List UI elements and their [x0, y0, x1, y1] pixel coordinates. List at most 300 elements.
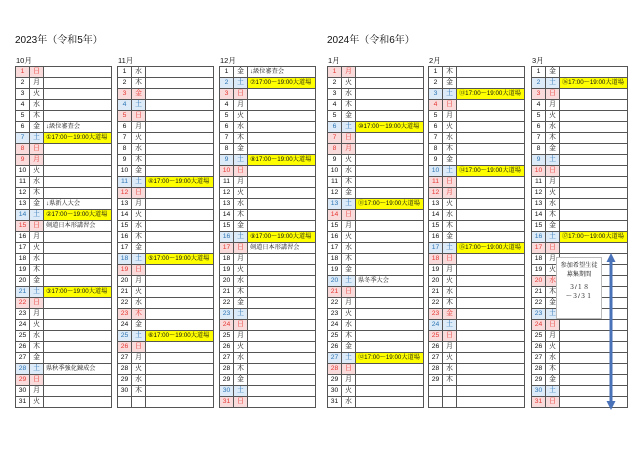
day-row [16, 133, 112, 144]
day-number: 25 [532, 331, 546, 342]
weekday: 水 [342, 243, 356, 254]
event-cell: ⑥17:00～19:00大道場 [146, 331, 214, 342]
day-row [118, 100, 214, 111]
day-row [118, 133, 214, 144]
weekday: 水 [234, 199, 248, 210]
event-cell [146, 166, 214, 177]
day-number: 27 [532, 353, 546, 364]
event-cell [146, 100, 214, 111]
day-number: 3 [118, 89, 132, 100]
day-number: 30 [220, 386, 234, 397]
day-row [220, 342, 316, 353]
day-number: 24 [16, 320, 30, 331]
event-cell [457, 265, 525, 276]
day-row [220, 221, 316, 232]
weekday: 月 [546, 331, 560, 342]
day-number: 14 [16, 210, 30, 221]
day-number: 22 [328, 298, 342, 309]
day-row [532, 221, 628, 232]
weekday: 木 [30, 342, 44, 353]
day-row [118, 177, 214, 188]
day-number: 20 [532, 276, 546, 287]
day-row [328, 210, 424, 221]
event-cell [248, 353, 316, 364]
weekday: 金 [132, 166, 146, 177]
weekday: 月 [30, 155, 44, 166]
event-cell [356, 133, 424, 144]
weekday: 金 [443, 155, 457, 166]
day-number: 21 [532, 287, 546, 298]
weekday: 月 [443, 265, 457, 276]
weekday: 日 [342, 364, 356, 375]
day-number: 11 [328, 177, 342, 188]
event-cell [457, 353, 525, 364]
weekday: 土 [546, 78, 560, 89]
weekday: 金 [342, 265, 356, 276]
weekday: 土 [234, 155, 248, 166]
weekday: 月 [546, 100, 560, 111]
event-cell [248, 287, 316, 298]
day-number: 4 [16, 100, 30, 111]
day-number: 17 [328, 243, 342, 254]
event-cell [560, 210, 628, 221]
day-row [328, 122, 424, 133]
day-number: 27 [118, 353, 132, 364]
event-cell [44, 353, 112, 364]
day-number: 4 [532, 100, 546, 111]
day-number: 9 [532, 155, 546, 166]
weekday: 水 [30, 254, 44, 265]
day-row [532, 177, 628, 188]
day-number: 3 [532, 89, 546, 100]
weekday: 水 [342, 320, 356, 331]
day-row [220, 254, 316, 265]
day-row [429, 320, 525, 331]
weekday: 木 [342, 177, 356, 188]
weekday: 土 [443, 89, 457, 100]
weekday: 木 [30, 111, 44, 122]
event-cell: ①17:00～19:00大道場 [44, 133, 112, 144]
day-row [16, 287, 112, 298]
weekday: 金 [342, 111, 356, 122]
day-row [328, 331, 424, 342]
event-cell [146, 298, 214, 309]
day-row [429, 243, 525, 254]
day-row [532, 111, 628, 122]
day-row [328, 155, 424, 166]
day-row [328, 67, 424, 78]
weekday: 金 [546, 375, 560, 386]
event-cell: ②17:00～19:00大道場 [44, 210, 112, 221]
event-cell [146, 320, 214, 331]
weekday: 火 [30, 320, 44, 331]
day-row [16, 375, 112, 386]
event-cell [248, 309, 316, 320]
weekday: 水 [443, 364, 457, 375]
day-row [429, 155, 525, 166]
day-number: 25 [429, 331, 443, 342]
day-number: 7 [328, 133, 342, 144]
weekday: 木 [234, 287, 248, 298]
weekday: 日 [342, 287, 356, 298]
day-number: 13 [328, 199, 342, 210]
weekday: 日 [342, 210, 356, 221]
day-number: 3 [429, 89, 443, 100]
day-number: 1 [328, 67, 342, 78]
day-row [118, 67, 214, 78]
day-row [328, 243, 424, 254]
day-number: 11 [118, 177, 132, 188]
event-cell [356, 177, 424, 188]
month-label: 2月 [429, 56, 441, 65]
day-number: 24 [220, 320, 234, 331]
day-row [16, 155, 112, 166]
event-cell [248, 210, 316, 221]
event-cell [356, 100, 424, 111]
day-number: 29 [16, 375, 30, 386]
day-number: 2 [118, 78, 132, 89]
day-row [429, 166, 525, 177]
day-number: 14 [532, 210, 546, 221]
event-cell: ⑰17:00～19:00大道場 [560, 232, 628, 243]
day-number: 6 [220, 122, 234, 133]
weekday: 日 [234, 166, 248, 177]
day-row [328, 287, 424, 298]
day-number: 28 [328, 364, 342, 375]
event-cell: 剣道日本形講習会 [44, 221, 112, 232]
event-cell [560, 221, 628, 232]
event-cell [44, 386, 112, 397]
weekday: 日 [234, 320, 248, 331]
day-number: 8 [118, 144, 132, 155]
day-row [16, 232, 112, 243]
weekday: 土 [546, 386, 560, 397]
day-number: 16 [118, 232, 132, 243]
day-number: 6 [16, 122, 30, 133]
day-number: 22 [16, 298, 30, 309]
day-number: 17 [532, 243, 546, 254]
event-cell [44, 298, 112, 309]
weekday: 火 [342, 155, 356, 166]
day-row [118, 111, 214, 122]
day-number: 23 [16, 309, 30, 320]
day-row [220, 243, 316, 254]
weekday: 金 [30, 122, 44, 133]
day-number: 17 [220, 243, 234, 254]
day-number: 13 [429, 199, 443, 210]
day-row [328, 111, 424, 122]
day-number: 26 [118, 342, 132, 353]
weekday: 金 [443, 309, 457, 320]
day-row [532, 122, 628, 133]
event-cell [44, 144, 112, 155]
day-row [328, 254, 424, 265]
event-cell [457, 144, 525, 155]
weekday: 水 [546, 276, 560, 287]
day-row [16, 177, 112, 188]
day-number: 30 [328, 386, 342, 397]
weekday: 火 [30, 89, 44, 100]
weekday: 土 [132, 100, 146, 111]
weekday: 月 [443, 188, 457, 199]
day-number: 17 [429, 243, 443, 254]
day-number: 25 [328, 331, 342, 342]
day-row [429, 265, 525, 276]
weekday: 木 [234, 210, 248, 221]
day-row [220, 89, 316, 100]
day-row [118, 144, 214, 155]
weekday: 火 [546, 111, 560, 122]
weekday: 木 [546, 364, 560, 375]
day-row [220, 276, 316, 287]
event-cell [44, 265, 112, 276]
weekday: 金 [30, 276, 44, 287]
weekday: 金 [342, 188, 356, 199]
day-number: 16 [429, 232, 443, 243]
day-row [16, 397, 112, 408]
day-number [429, 397, 443, 408]
day-row [429, 397, 525, 408]
day-number: 3 [16, 89, 30, 100]
day-number: 13 [118, 199, 132, 210]
month-table [15, 66, 112, 408]
day-row [118, 364, 214, 375]
day-row [429, 232, 525, 243]
event-cell: ⑭17:00～19:00大道場 [457, 166, 525, 177]
weekday: 火 [234, 111, 248, 122]
event-cell [560, 67, 628, 78]
weekday: 月 [132, 353, 146, 364]
day-number: 30 [532, 386, 546, 397]
day-row [429, 144, 525, 155]
event-cell [44, 111, 112, 122]
day-number: 15 [118, 221, 132, 232]
day-row [220, 78, 316, 89]
weekday: 火 [443, 353, 457, 364]
day-row [429, 78, 525, 89]
day-number: 1 [220, 67, 234, 78]
weekday: 水 [30, 177, 44, 188]
note-line: ～３/３１ [565, 293, 593, 300]
event-cell: ↓県新人大会 [44, 199, 112, 210]
event-cell [44, 309, 112, 320]
day-row [532, 133, 628, 144]
day-row [220, 353, 316, 364]
day-number: 5 [429, 111, 443, 122]
day-row [220, 111, 316, 122]
day-number: 21 [118, 287, 132, 298]
weekday: 水 [443, 210, 457, 221]
event-cell [457, 342, 525, 353]
day-row [328, 364, 424, 375]
weekday: 金 [342, 342, 356, 353]
weekday: 金 [30, 353, 44, 364]
event-cell [146, 265, 214, 276]
day-row [328, 144, 424, 155]
day-number: 31 [532, 397, 546, 408]
weekday: 木 [342, 254, 356, 265]
day-row [220, 177, 316, 188]
day-number: 28 [429, 364, 443, 375]
day-row [220, 287, 316, 298]
month-table [428, 66, 525, 408]
day-number: 11 [16, 177, 30, 188]
weekday: 金 [234, 144, 248, 155]
event-cell: ⑪17:00～19:00大道場 [356, 199, 424, 210]
event-cell [146, 199, 214, 210]
weekday: 土 [443, 243, 457, 254]
weekday: 日 [132, 342, 146, 353]
day-row [429, 386, 525, 397]
weekday: 木 [342, 331, 356, 342]
day-row [429, 177, 525, 188]
day-number: 12 [220, 188, 234, 199]
day-row [118, 232, 214, 243]
day-number: 14 [220, 210, 234, 221]
event-cell [44, 89, 112, 100]
event-cell [146, 133, 214, 144]
weekday: 木 [132, 386, 146, 397]
event-cell [356, 265, 424, 276]
day-number: 18 [328, 254, 342, 265]
event-cell [356, 111, 424, 122]
day-number: 29 [118, 375, 132, 386]
weekday: 火 [132, 364, 146, 375]
day-row [118, 298, 214, 309]
day-number: 9 [220, 155, 234, 166]
recruitment-note [556, 257, 602, 319]
weekday: 土 [132, 331, 146, 342]
event-cell [356, 166, 424, 177]
day-number: 18 [532, 254, 546, 265]
event-cell [356, 397, 424, 408]
day-number: 10 [16, 166, 30, 177]
weekday: 日 [546, 89, 560, 100]
day-row [532, 155, 628, 166]
event-cell [457, 298, 525, 309]
day-number: 19 [532, 265, 546, 276]
event-cell [146, 221, 214, 232]
day-row [328, 166, 424, 177]
event-cell [248, 89, 316, 100]
event-cell: 県冬季大会 [356, 276, 424, 287]
weekday: 金 [546, 221, 560, 232]
month-table [117, 66, 214, 408]
day-row [118, 243, 214, 254]
event-cell [146, 287, 214, 298]
event-cell [248, 199, 316, 210]
weekday: 水 [30, 100, 44, 111]
weekday: 土 [234, 309, 248, 320]
event-cell [560, 155, 628, 166]
day-number: 24 [429, 320, 443, 331]
day-row [220, 67, 316, 78]
day-number [429, 386, 443, 397]
day-row [328, 309, 424, 320]
event-cell [560, 166, 628, 177]
event-cell [44, 166, 112, 177]
month-label: 11月 [118, 56, 134, 65]
event-cell [146, 386, 214, 397]
day-number: 2 [220, 78, 234, 89]
day-number: 9 [328, 155, 342, 166]
day-row [328, 100, 424, 111]
day-number: 20 [429, 276, 443, 287]
event-cell [248, 375, 316, 386]
event-cell [248, 320, 316, 331]
event-cell [44, 397, 112, 408]
day-row [429, 111, 525, 122]
day-row [532, 232, 628, 243]
day-number: 30 [16, 386, 30, 397]
day-row [328, 188, 424, 199]
day-row [328, 221, 424, 232]
event-cell [44, 100, 112, 111]
weekday: 金 [234, 298, 248, 309]
event-cell: ↓級位審査会 [248, 67, 316, 78]
day-row [16, 122, 112, 133]
weekday: 水 [234, 122, 248, 133]
event-cell [44, 67, 112, 78]
weekday: 日 [30, 67, 44, 78]
event-cell [146, 309, 214, 320]
day-row [220, 166, 316, 177]
event-cell [248, 166, 316, 177]
weekday [443, 397, 457, 408]
day-number: 6 [532, 122, 546, 133]
day-number: 22 [532, 298, 546, 309]
weekday: 火 [546, 265, 560, 276]
event-cell: ⑤17:00～19:00大道場 [146, 254, 214, 265]
weekday: 木 [443, 144, 457, 155]
event-cell [457, 188, 525, 199]
day-row [532, 89, 628, 100]
weekday: 土 [443, 320, 457, 331]
weekday: 月 [443, 111, 457, 122]
year-title-2023: 2023年（令和5年） [15, 35, 103, 46]
weekday: 木 [30, 265, 44, 276]
day-row [16, 221, 112, 232]
event-cell [560, 144, 628, 155]
day-number: 17 [16, 243, 30, 254]
event-cell [44, 254, 112, 265]
day-row [429, 375, 525, 386]
day-number: 28 [532, 364, 546, 375]
day-row [220, 364, 316, 375]
day-row [16, 243, 112, 254]
year-title-2024: 2024年（令和6年） [327, 35, 415, 46]
day-row [429, 188, 525, 199]
weekday: 月 [234, 100, 248, 111]
event-cell [457, 177, 525, 188]
weekday: 月 [30, 309, 44, 320]
weekday: 土 [443, 166, 457, 177]
day-row [328, 276, 424, 287]
event-cell: ⑨17:00～19:00大道場 [248, 232, 316, 243]
day-row [118, 397, 214, 408]
event-cell: 県秋季強化錬成会 [44, 364, 112, 375]
day-number: 20 [118, 276, 132, 287]
event-cell [457, 122, 525, 133]
day-row [429, 342, 525, 353]
day-number: 23 [429, 309, 443, 320]
day-number: 10 [532, 166, 546, 177]
event-cell [44, 331, 112, 342]
day-number: 31 [328, 397, 342, 408]
day-number: 3 [328, 89, 342, 100]
weekday: 土 [342, 122, 356, 133]
day-number: 28 [220, 364, 234, 375]
